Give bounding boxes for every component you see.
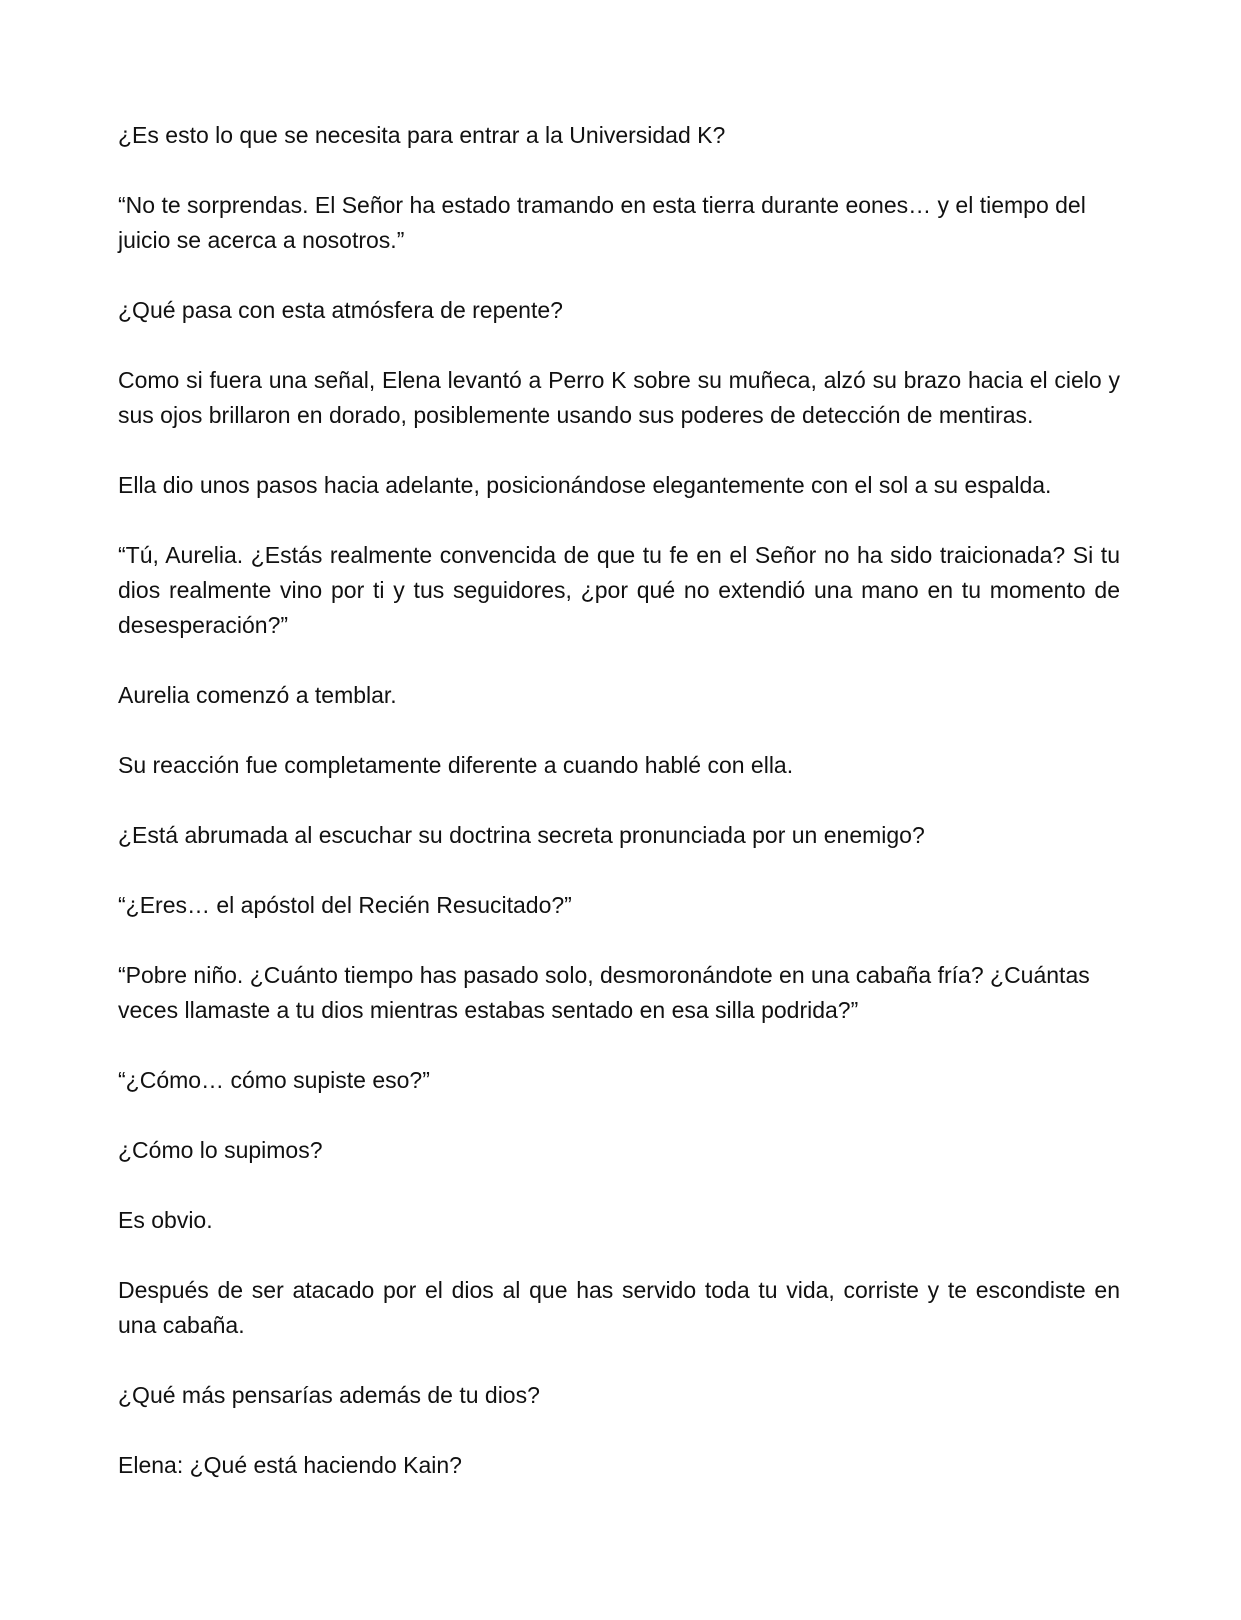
paragraph-4: Como si fuera una señal, Elena levantó a Perro K sobre su muñeca, alzó su brazo hacia el cielo y sus ojos brillaron en dorado, posiblemente usando sus poderes de detección de mentiras. [118, 367, 1120, 428]
paragraph-6: “Tú, Aurelia. ¿Estás realmente convencida de que tu fe en el Señor no ha sido traicionada? Si tu dios realmente vino por ti y tus seguidores, ¿por qué no extendió una mano en tu momento de desesperación?” [118, 542, 1120, 638]
paragraph-16: ¿Qué más pensarías además de tu dios? [118, 1382, 540, 1408]
paragraph-9: ¿Está abrumada al escuchar su doctrina secreta pronunciada por un enemigo? [118, 822, 925, 848]
paragraph-14: Es obvio. [118, 1207, 213, 1233]
paragraph-8: Su reacción fue completamente diferente a cuando hablé con ella. [118, 752, 794, 778]
paragraph-11: “Pobre niño. ¿Cuánto tiempo has pasado solo, desmoronándote en una cabaña fría? ¿Cuántas veces llamaste a tu dios mientras estabas sentado en esa silla podrida?” [118, 962, 1090, 1023]
paragraph-5: Ella dio unos pasos hacia adelante, posicionándose elegantemente con el sol a su espalda. [118, 472, 1052, 498]
paragraph-10: “¿Eres… el apóstol del Recién Resucitado?” [118, 892, 572, 918]
paragraph-2: “No te sorprendas. El Señor ha estado tramando en esta tierra durante eones… y el tiempo del juicio se acerca a nosotros.” [118, 192, 1086, 253]
paragraph-17: Elena: ¿Qué está haciendo Kain? [118, 1452, 462, 1478]
paragraph-15: Después de ser atacado por el dios al que has servido toda tu vida, corriste y te escondiste en una cabaña. [118, 1277, 1120, 1338]
paragraph-1: ¿Es esto lo que se necesita para entrar a la Universidad K? [118, 122, 726, 148]
paragraph-7: Aurelia comenzó a temblar. [118, 682, 397, 708]
document-body [118, 118, 1120, 1518]
paragraph-3: ¿Qué pasa con esta atmósfera de repente? [118, 297, 563, 323]
paragraph-12: “¿Cómo… cómo supiste eso?” [118, 1067, 430, 1093]
paragraph-13: ¿Cómo lo supimos? [118, 1137, 323, 1163]
